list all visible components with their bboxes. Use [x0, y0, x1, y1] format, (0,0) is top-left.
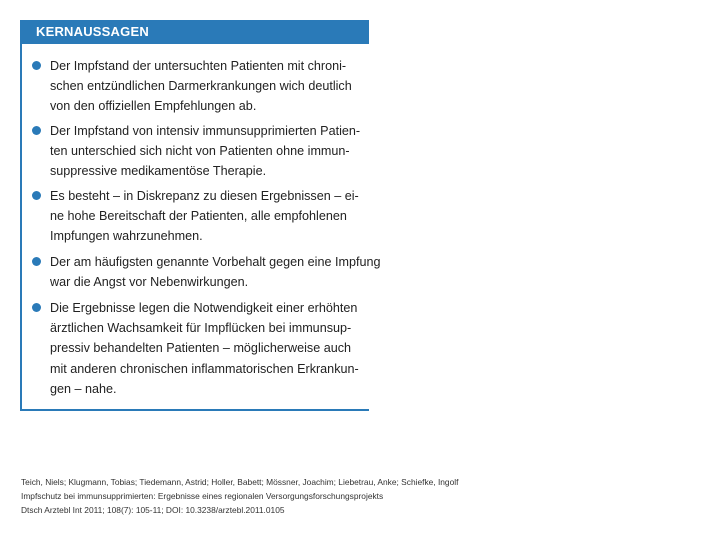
list-item: Der am häufigsten genannte Vorbehalt gegen eine Impfung war die Angst vor Nebenwirkungen. [31, 252, 361, 293]
list-item: Der Impfstand der untersuchten Patienten mit chroni- schen entzündlichen Darmerkrankungen wich deutlich von den offiziellen Empfehlungen ab. [31, 56, 361, 117]
bullet-dot-icon [32, 126, 41, 135]
list-item: Der Impfstand von intensiv immunsupprimierten Patien- ten unterschied sich nicht von Patienten ohne immun- suppressive medikamentöse Therapie. [31, 121, 361, 182]
citation-title: Impfschutz bei immunsupprimierten: Ergebnisse eines regionalen Versorgungsforschungsprojekts [21, 491, 384, 501]
list-item: Die Ergebnisse legen die Notwendigkeit einer erhöhten ärztlichen Wachsamkeit für Impflücken bei immunsup- pressiv behandelten Patienten – möglicherweise auch mit anderen chronischen inflammatorischen Erkrankun- gen – nahe. [31, 298, 361, 399]
citation-authors: Teich, Niels; Klugmann, Tobias; Tiedemann, Astrid; Holler, Babett; Mössner, Joachim; Liebetrau, Anke; Schiefke, Ingolf [21, 477, 459, 487]
bullet-dot-icon [32, 257, 41, 266]
bullet-dot-icon [32, 303, 41, 312]
box-title: KERNAUSSAGEN [22, 20, 369, 44]
list-item: Es besteht – in Diskrepanz zu diesen Ergebnissen – ei- ne hohe Bereitschaft der Patienten, alle empfohlenen Impfungen wahrzunehmen. [31, 186, 361, 247]
bullet-dot-icon [32, 191, 41, 200]
bullet-dot-icon [32, 61, 41, 70]
key-statements-box [20, 20, 381, 411]
citation-reference: Dtsch Arztebl Int 2011; 108(7): 105-11; DOI: 10.3238/arztebl.2011.0105 [21, 505, 285, 515]
